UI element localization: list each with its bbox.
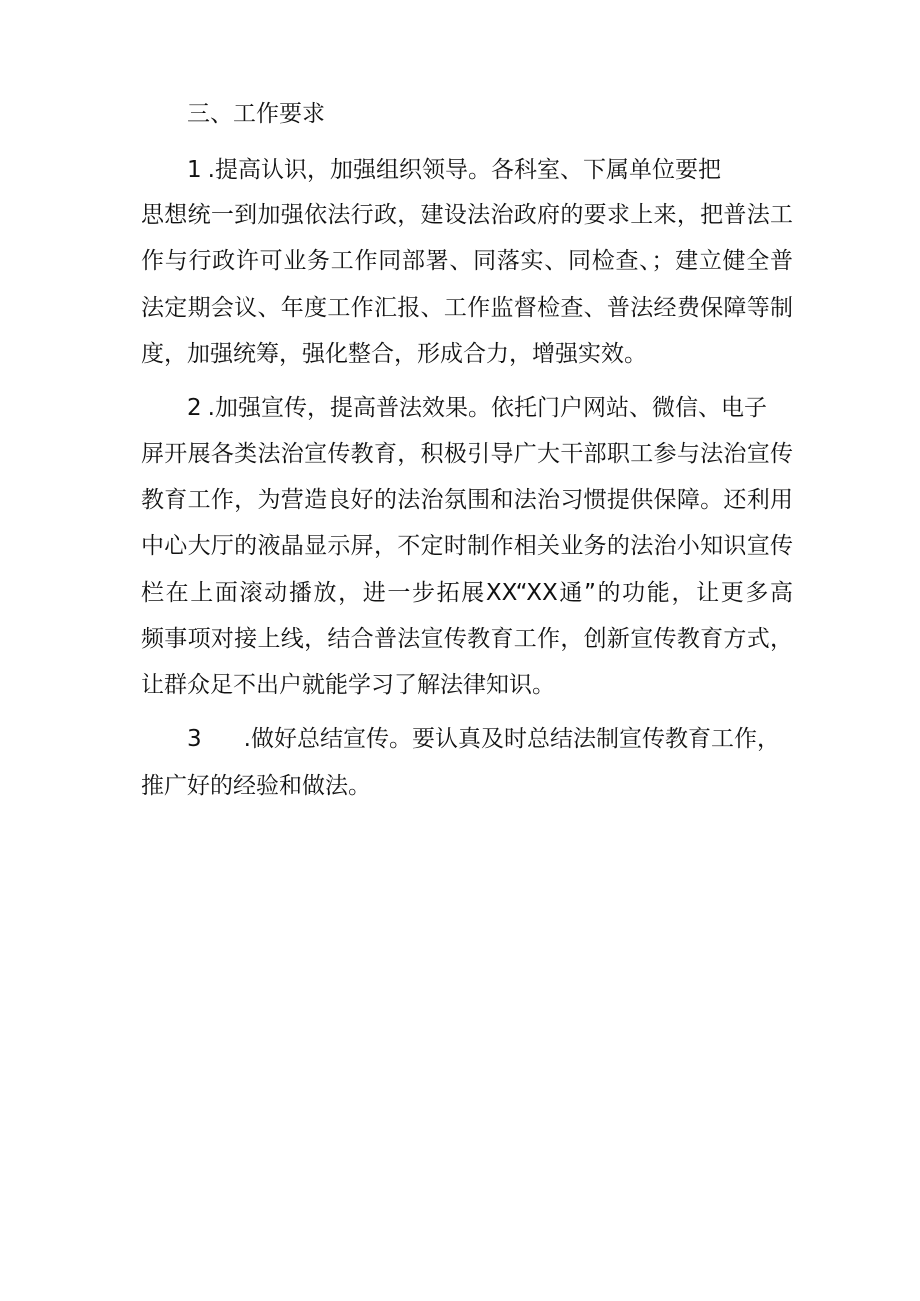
paragraph-3-number: 3	[187, 726, 202, 752]
paragraph-1-number: 1	[187, 157, 202, 183]
paragraph-1-line-1: .提高认识，加强组织领导。各科室、下属单位要把	[207, 157, 721, 183]
paragraph-1-last-line: 度，加强统筹，强化整合，形成合力，增强实效。	[141, 341, 647, 367]
paragraph-1-line: 作与行政许可业务工作同部署、同落实、同检查、；建立健全普	[141, 248, 793, 274]
heading-text: 三、工作要求	[187, 101, 325, 127]
paragraph-2-line: 屏开展各类法治宣传教育，积极引导广大干部职工参与法治宣传	[141, 441, 793, 467]
paragraph-1-line: 法定期会议、年度工作汇报、工作监督检查、普法经费保障等制	[141, 295, 793, 321]
paragraph-2-line-1: .加强宣传，提高普法效果。依托门户网站、微信、电子	[207, 395, 767, 421]
paragraph-2-first-line	[187, 393, 767, 423]
paragraph-2-number: 2	[187, 395, 202, 421]
paragraph-3-first-line	[187, 724, 780, 754]
paragraph-2-line: 频事项对接上线，结合普法宣传教育工作，创新宣传教育方式，	[141, 626, 793, 652]
paragraph-2-line: 教育工作，为营造良好的法治氛围和法治习惯提供保障。还利用	[141, 487, 793, 513]
paragraph-2-last-line: 让群众足不出户就能学习了解法律知识。	[141, 672, 555, 698]
paragraph-1-line: 思想统一到加强依法行政，建设法治政府的要求上来，把普法工	[141, 202, 793, 228]
section-heading	[187, 99, 325, 129]
paragraph-2-line: 栏在上面滚动播放，进一步拓展XX“XX通”的功能，让更多高	[141, 580, 793, 606]
paragraph-1-first-line	[187, 155, 721, 185]
paragraph-3-last-line: 推广好的经验和做法。	[141, 773, 371, 799]
paragraph-3-line-1: .做好总结宣传。要认真及时总结法制宣传教育工作，	[243, 726, 780, 752]
paragraph-2-line: 中心大厅的液晶显示屏，不定时制作相关业务的法治小知识宣传	[141, 533, 793, 559]
